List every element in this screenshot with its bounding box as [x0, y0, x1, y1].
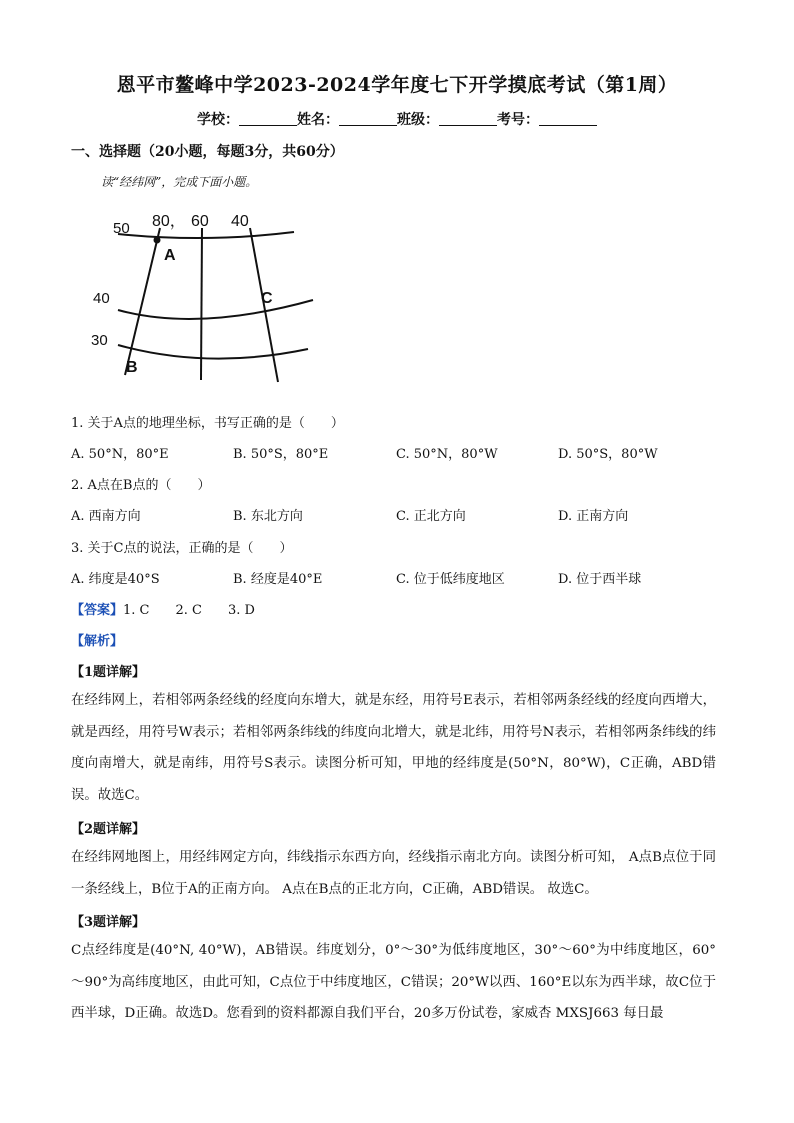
question-3-option-c: C. 位于低纬度地区	[396, 572, 505, 587]
point-a-marker	[154, 237, 161, 244]
number-blank	[539, 111, 597, 126]
question-2-option-c: C. 正北方向	[396, 509, 466, 524]
analysis-label: 【解析】	[71, 634, 124, 649]
class-label: 班级：	[397, 112, 439, 128]
section-title: 一、选择题（20小题，每题3分，共60分）	[71, 144, 344, 160]
top-label-60: 60	[191, 213, 209, 230]
point-b-label: B	[126, 359, 138, 376]
answer-text: 1. C 2. C 3. D	[123, 603, 255, 618]
student-info-line	[0, 109, 794, 129]
school-label: 学校：	[197, 112, 239, 128]
top-label-40: 40	[231, 213, 249, 230]
question-1-option-a: A. 50°N，80°E	[71, 447, 169, 462]
name-blank	[339, 111, 397, 126]
school-blank	[239, 111, 297, 126]
question-1-option-d: D. 50°S，80°W	[558, 447, 658, 462]
point-c-label: C	[261, 290, 273, 307]
latitude-line-30	[118, 345, 308, 359]
question-3-stem: 3. 关于C点的说法，正确的是（ ）	[71, 541, 293, 556]
question-2-option-d: D. 正南方向	[558, 509, 629, 524]
question-3-option-a: A. 纬度是40°S	[71, 572, 160, 587]
page-title: 恩平市鳌峰中学2023-2024学年度七下开学摸底考试（第1周）	[116, 74, 678, 96]
question-1-stem: 1. 关于A点的地理坐标，书写正确的是（ ）	[71, 416, 344, 431]
latitude-line-40	[118, 300, 313, 319]
question-2-stem: 2. A点在B点的（ ）	[71, 478, 211, 493]
q2-detail-text: 在经纬网地图上，用经纬网定方向，纬线指示东西方向，经线指示南北方向。读图分析可知， A点B点位于同一条经线上，B位于A的正南方向。 A点在B点的正北方向，C正确，ABD错误。 故选C。	[71, 850, 716, 897]
q1-detail-text: 在经纬网上，若相邻两条经线的经度向东增大，就是东经，用符号E表示，若相邻两条经线的经度向西增大，就是西经，用符号W表示；若相邻两条纬线的纬度向北增大，就是北纬，用符号N表示，若相邻两条纬线的纬度向南增大，就是南纬，用符号S表示。读图分析可知，甲地的经纬度是(50°N，80°W)，C正确，ABD错误。故选C。	[71, 693, 716, 803]
name-label: 姓名：	[297, 112, 339, 128]
question-3-option-b: B. 经度是40°E	[233, 572, 323, 587]
question-2-option-b: B. 东北方向	[233, 509, 303, 524]
q1-detail-label: 【1题详解】	[71, 665, 146, 680]
section-intro: 读“经纬网”，完成下面小题。	[101, 175, 258, 189]
answer-line	[71, 599, 255, 618]
q3-detail-label: 【3题详解】	[71, 915, 146, 930]
left-label-50: 50	[113, 220, 130, 237]
q3-detail-text: C点经纬度是(40°N, 40°W)，AB错误。纬度划分，0°～30°为低纬度地区，30°～60°为中纬度地区，60°～90°为高纬度地区，由此可知，C点位于中纬度地区，C错误；20°W以西、160°E以东为西半球，故C位于西半球，D正确。故选D。您看到的资料都源自我们平台，20多万份试卷，家威杏 MXSJ663 每日最	[71, 943, 716, 1021]
latitude-line-50	[118, 232, 294, 238]
number-label: 考号：	[497, 112, 539, 128]
question-2-option-a: A. 西南方向	[71, 509, 141, 524]
question-1-option-b: B. 50°S，80°E	[233, 447, 329, 462]
left-label-40: 40	[93, 290, 110, 307]
class-blank	[439, 111, 497, 126]
graticule-diagram	[88, 210, 328, 385]
question-1-option-c: C. 50°N，80°W	[396, 447, 498, 462]
q2-detail-label: 【2题详解】	[71, 822, 146, 837]
longitude-line-60	[201, 228, 202, 380]
left-label-30: 30	[91, 332, 108, 349]
point-a-label: A	[164, 247, 176, 264]
top-label-80: 80，	[152, 213, 186, 230]
answer-label: 【答案】	[71, 603, 124, 618]
question-3-option-d: D. 位于西半球	[558, 572, 642, 587]
